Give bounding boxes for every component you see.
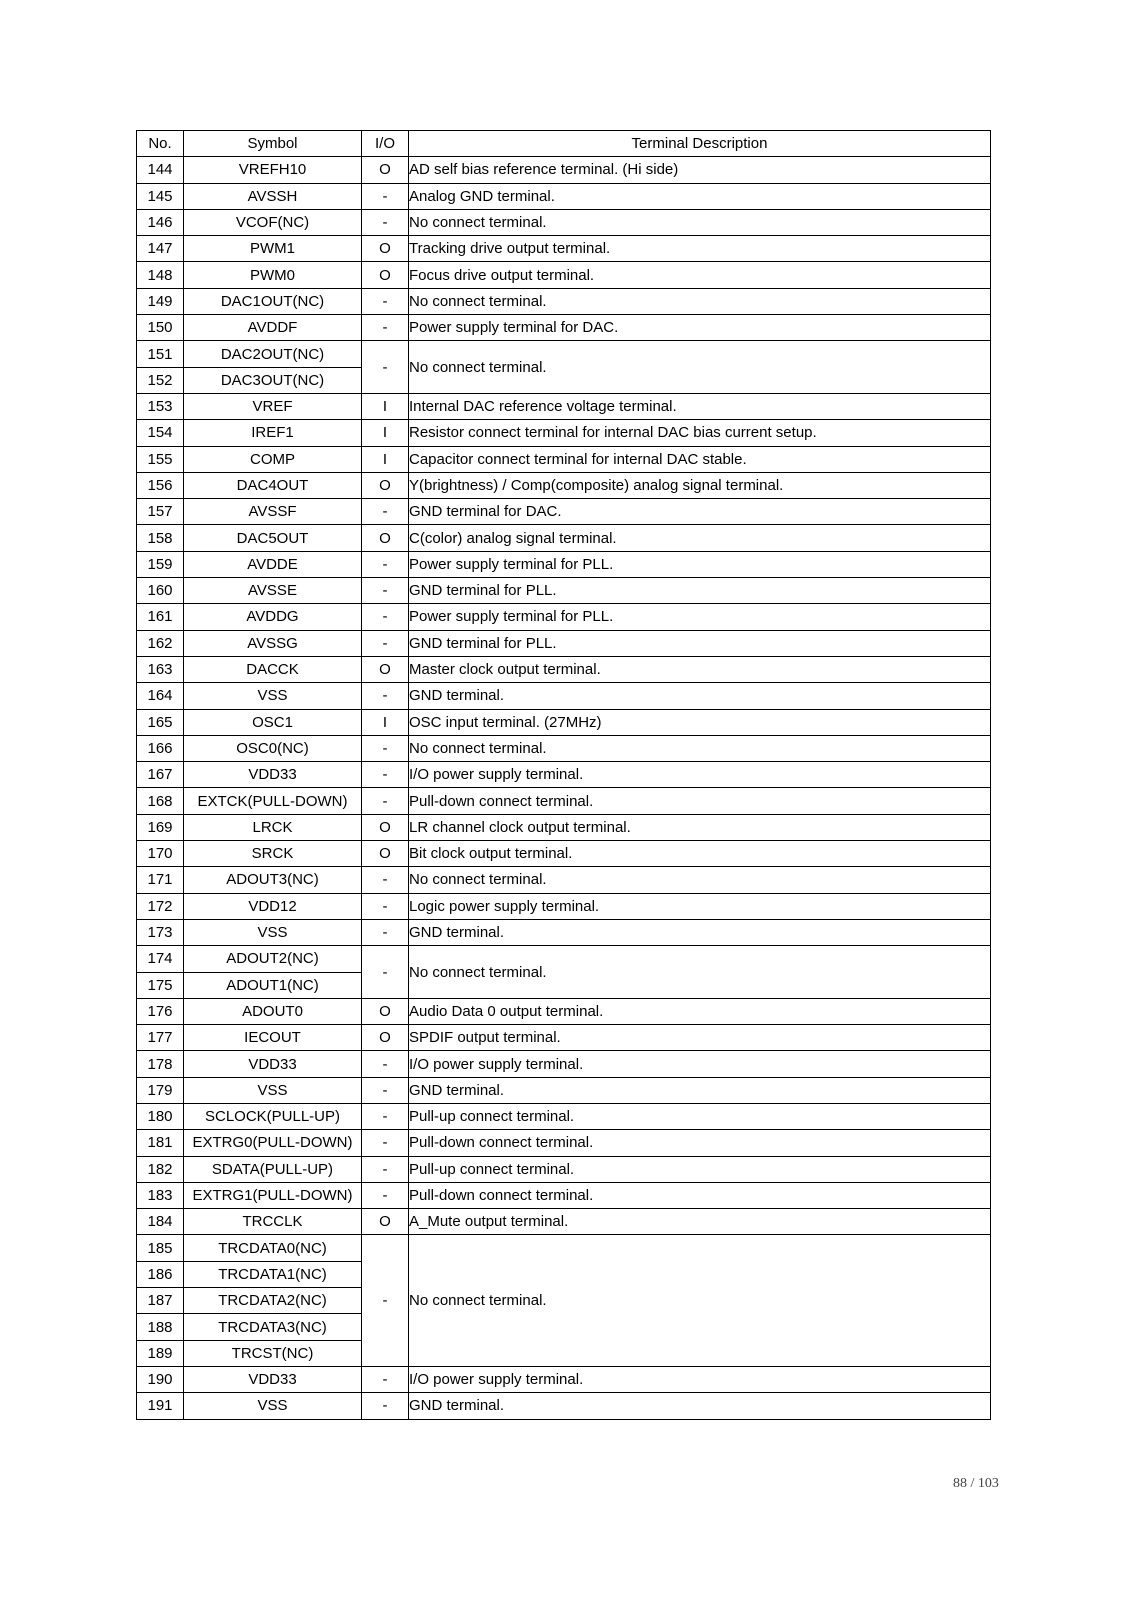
pin-description: GND terminal for PLL.	[409, 578, 991, 604]
pin-io: -	[362, 1393, 409, 1419]
pin-symbol: ADOUT3(NC)	[184, 867, 362, 893]
pin-number: 170	[137, 841, 184, 867]
pin-number: 181	[137, 1130, 184, 1156]
pin-symbol: AVDDE	[184, 551, 362, 577]
pin-number: 168	[137, 788, 184, 814]
pin-number: 164	[137, 683, 184, 709]
pin-symbol: DACCK	[184, 656, 362, 682]
pin-description: Audio Data 0 output terminal.	[409, 998, 991, 1024]
pin-io: -	[362, 735, 409, 761]
pin-symbol: EXTRG1(PULL-DOWN)	[184, 1182, 362, 1208]
pin-io: -	[362, 499, 409, 525]
table-row	[137, 209, 991, 235]
table-row	[137, 1156, 991, 1182]
pin-io: -	[362, 893, 409, 919]
pin-number: 183	[137, 1182, 184, 1208]
pin-description: No connect terminal.	[409, 341, 991, 394]
pin-io: -	[362, 551, 409, 577]
pin-description: Power supply terminal for DAC.	[409, 315, 991, 341]
pin-symbol: IECOUT	[184, 1025, 362, 1051]
table-row	[137, 735, 991, 761]
pin-symbol: TRCST(NC)	[184, 1340, 362, 1366]
pin-io: -	[362, 1182, 409, 1208]
table-row	[137, 1209, 991, 1235]
table-row	[137, 788, 991, 814]
pin-number: 157	[137, 499, 184, 525]
pin-number: 178	[137, 1051, 184, 1077]
pin-io: -	[362, 604, 409, 630]
table-row	[137, 262, 991, 288]
pin-number: 175	[137, 972, 184, 998]
pin-number: 174	[137, 946, 184, 972]
pin-description: Logic power supply terminal.	[409, 893, 991, 919]
pin-description: AD self bias reference terminal. (Hi side)	[409, 157, 991, 183]
pin-description: No connect terminal.	[409, 1235, 991, 1366]
pin-io: -	[362, 1103, 409, 1129]
table-row	[137, 1077, 991, 1103]
table-row	[137, 183, 991, 209]
pin-description: Resistor connect terminal for internal DAC bias current setup.	[409, 420, 991, 446]
pin-description: I/O power supply terminal.	[409, 1366, 991, 1392]
pin-symbol: VREFH10	[184, 157, 362, 183]
pin-description: Focus drive output terminal.	[409, 262, 991, 288]
pin-symbol: AVSSG	[184, 630, 362, 656]
pin-description: Pull-up connect terminal.	[409, 1103, 991, 1129]
table-row	[137, 630, 991, 656]
table-body	[137, 157, 991, 1419]
pin-io: O	[362, 1209, 409, 1235]
pin-io: -	[362, 1130, 409, 1156]
pin-number: 152	[137, 367, 184, 393]
pin-description: SPDIF output terminal.	[409, 1025, 991, 1051]
pin-description: LR channel clock output terminal.	[409, 814, 991, 840]
pin-symbol: EXTRG0(PULL-DOWN)	[184, 1130, 362, 1156]
table-row	[137, 472, 991, 498]
pin-number: 146	[137, 209, 184, 235]
pin-description: No connect terminal.	[409, 735, 991, 761]
pin-description: GND terminal.	[409, 1393, 991, 1419]
pin-symbol: VSS	[184, 1077, 362, 1103]
pin-description: Power supply terminal for PLL.	[409, 551, 991, 577]
pin-symbol: DAC4OUT	[184, 472, 362, 498]
pin-description: Pull-down connect terminal.	[409, 788, 991, 814]
pin-io: O	[362, 1025, 409, 1051]
pin-number: 162	[137, 630, 184, 656]
pin-number: 159	[137, 551, 184, 577]
pin-number: 163	[137, 656, 184, 682]
pin-description: Analog GND terminal.	[409, 183, 991, 209]
pin-symbol: TRCDATA0(NC)	[184, 1235, 362, 1261]
pin-io: -	[362, 867, 409, 893]
pin-symbol: IREF1	[184, 420, 362, 446]
pin-io: -	[362, 1156, 409, 1182]
pin-symbol: AVDDG	[184, 604, 362, 630]
pin-io: O	[362, 236, 409, 262]
table-row	[137, 998, 991, 1024]
table-row	[137, 551, 991, 577]
pin-number: 190	[137, 1366, 184, 1392]
pin-symbol: VDD12	[184, 893, 362, 919]
pin-number: 189	[137, 1340, 184, 1366]
table-row	[137, 157, 991, 183]
pin-number: 166	[137, 735, 184, 761]
pin-symbol: COMP	[184, 446, 362, 472]
pin-symbol: VDD33	[184, 762, 362, 788]
table-row	[137, 288, 991, 314]
pin-number: 147	[137, 236, 184, 262]
pin-description: I/O power supply terminal.	[409, 762, 991, 788]
pin-io: O	[362, 998, 409, 1024]
table-row	[137, 341, 991, 367]
pin-number: 145	[137, 183, 184, 209]
pin-symbol: TRCDATA1(NC)	[184, 1261, 362, 1287]
pin-description: GND terminal.	[409, 919, 991, 945]
table-row	[137, 709, 991, 735]
pin-symbol: VREF	[184, 393, 362, 419]
table-row	[137, 499, 991, 525]
pin-symbol: DAC3OUT(NC)	[184, 367, 362, 393]
pin-io: -	[362, 1051, 409, 1077]
table-row	[137, 867, 991, 893]
page-number: 88 / 103	[953, 1476, 999, 1491]
pin-description-table	[136, 130, 991, 1420]
pin-number: 158	[137, 525, 184, 551]
pin-description: Bit clock output terminal.	[409, 841, 991, 867]
header-row	[137, 131, 991, 157]
pin-number: 185	[137, 1235, 184, 1261]
pin-io: O	[362, 262, 409, 288]
pin-number: 148	[137, 262, 184, 288]
pin-io: -	[362, 788, 409, 814]
table-row	[137, 1182, 991, 1208]
pin-description: GND terminal.	[409, 683, 991, 709]
pin-io: I	[362, 446, 409, 472]
pin-symbol: TRCDATA3(NC)	[184, 1314, 362, 1340]
table-row	[137, 841, 991, 867]
pin-description: No connect terminal.	[409, 209, 991, 235]
pin-symbol: OSC0(NC)	[184, 735, 362, 761]
pin-io: -	[362, 762, 409, 788]
pin-io: -	[362, 1077, 409, 1103]
pin-description: A_Mute output terminal.	[409, 1209, 991, 1235]
table-row	[137, 762, 991, 788]
pin-symbol: PWM0	[184, 262, 362, 288]
header-symbol: Symbol	[184, 131, 362, 157]
pin-io: I	[362, 420, 409, 446]
pin-number: 176	[137, 998, 184, 1024]
pin-symbol: TRCCLK	[184, 1209, 362, 1235]
table-row	[137, 1366, 991, 1392]
table-row	[137, 236, 991, 262]
pin-symbol: DAC1OUT(NC)	[184, 288, 362, 314]
pin-io: -	[362, 630, 409, 656]
table-row	[137, 1235, 991, 1261]
pin-symbol: AVDDF	[184, 315, 362, 341]
pin-description: C(color) analog signal terminal.	[409, 525, 991, 551]
pin-description: Pull-down connect terminal.	[409, 1130, 991, 1156]
pin-symbol: ADOUT2(NC)	[184, 946, 362, 972]
pin-symbol: OSC1	[184, 709, 362, 735]
pin-io: -	[362, 578, 409, 604]
pin-number: 144	[137, 157, 184, 183]
pin-io: I	[362, 709, 409, 735]
pin-number: 171	[137, 867, 184, 893]
table-row	[137, 814, 991, 840]
pin-description: Master clock output terminal.	[409, 656, 991, 682]
pin-symbol: EXTCK(PULL-DOWN)	[184, 788, 362, 814]
pin-io: O	[362, 157, 409, 183]
pin-symbol: VDD33	[184, 1366, 362, 1392]
pin-number: 184	[137, 1209, 184, 1235]
table-row	[137, 1025, 991, 1051]
header-io: I/O	[362, 131, 409, 157]
table-row	[137, 604, 991, 630]
table-row	[137, 919, 991, 945]
pin-description: GND terminal for DAC.	[409, 499, 991, 525]
pin-number: 187	[137, 1288, 184, 1314]
pin-io: -	[362, 288, 409, 314]
table-row	[137, 1393, 991, 1419]
pin-symbol: PWM1	[184, 236, 362, 262]
pin-number: 167	[137, 762, 184, 788]
table-row	[137, 393, 991, 419]
pin-io: O	[362, 656, 409, 682]
pin-number: 191	[137, 1393, 184, 1419]
pin-description: No connect terminal.	[409, 946, 991, 999]
pin-description: Y(brightness) / Comp(composite) analog signal terminal.	[409, 472, 991, 498]
pin-description: No connect terminal.	[409, 288, 991, 314]
pin-description: Power supply terminal for PLL.	[409, 604, 991, 630]
pin-io: -	[362, 341, 409, 394]
pin-description: Capacitor connect terminal for internal DAC stable.	[409, 446, 991, 472]
pin-io: -	[362, 1235, 409, 1366]
pin-symbol: DAC5OUT	[184, 525, 362, 551]
pin-number: 165	[137, 709, 184, 735]
pin-description: GND terminal.	[409, 1077, 991, 1103]
pin-symbol: AVSSF	[184, 499, 362, 525]
table-row	[137, 656, 991, 682]
pin-symbol: VCOF(NC)	[184, 209, 362, 235]
table-row	[137, 1103, 991, 1129]
pin-symbol: ADOUT1(NC)	[184, 972, 362, 998]
pin-symbol: ADOUT0	[184, 998, 362, 1024]
pin-io: -	[362, 946, 409, 999]
pin-description: Internal DAC reference voltage terminal.	[409, 393, 991, 419]
pin-description: GND terminal for PLL.	[409, 630, 991, 656]
table-row	[137, 525, 991, 551]
pin-number: 156	[137, 472, 184, 498]
pin-number: 160	[137, 578, 184, 604]
pin-description: Pull-up connect terminal.	[409, 1156, 991, 1182]
pin-number: 180	[137, 1103, 184, 1129]
table-row	[137, 315, 991, 341]
pin-symbol: VSS	[184, 919, 362, 945]
pin-symbol: AVSSH	[184, 183, 362, 209]
pin-io: O	[362, 525, 409, 551]
table-row	[137, 1130, 991, 1156]
pin-number: 149	[137, 288, 184, 314]
pin-symbol: VSS	[184, 683, 362, 709]
pin-io: -	[362, 919, 409, 945]
pin-description: Tracking drive output terminal.	[409, 236, 991, 262]
pin-symbol: SRCK	[184, 841, 362, 867]
pin-description: OSC input terminal. (27MHz)	[409, 709, 991, 735]
pin-symbol: AVSSE	[184, 578, 362, 604]
header-no: No.	[137, 131, 184, 157]
pin-io: I	[362, 393, 409, 419]
table-row	[137, 420, 991, 446]
pin-io: -	[362, 183, 409, 209]
table-row	[137, 893, 991, 919]
pin-description: No connect terminal.	[409, 867, 991, 893]
pin-symbol: VSS	[184, 1393, 362, 1419]
pin-io: -	[362, 209, 409, 235]
table-row	[137, 446, 991, 472]
pin-number: 179	[137, 1077, 184, 1103]
pin-number: 151	[137, 341, 184, 367]
header-description: Terminal Description	[409, 131, 991, 157]
pin-number: 153	[137, 393, 184, 419]
pin-io: -	[362, 683, 409, 709]
pin-symbol: SCLOCK(PULL-UP)	[184, 1103, 362, 1129]
pin-io: O	[362, 472, 409, 498]
pin-number: 155	[137, 446, 184, 472]
pin-io: -	[362, 315, 409, 341]
pin-number: 161	[137, 604, 184, 630]
pin-number: 154	[137, 420, 184, 446]
pin-number: 150	[137, 315, 184, 341]
table-row	[137, 578, 991, 604]
pin-symbol: TRCDATA2(NC)	[184, 1288, 362, 1314]
pin-symbol: VDD33	[184, 1051, 362, 1077]
pin-number: 188	[137, 1314, 184, 1340]
pin-symbol: SDATA(PULL-UP)	[184, 1156, 362, 1182]
table-row	[137, 946, 991, 972]
pin-io: -	[362, 1366, 409, 1392]
pin-io: O	[362, 814, 409, 840]
pin-description: I/O power supply terminal.	[409, 1051, 991, 1077]
pin-number: 186	[137, 1261, 184, 1287]
pin-number: 182	[137, 1156, 184, 1182]
table-row	[137, 683, 991, 709]
pin-number: 177	[137, 1025, 184, 1051]
pin-symbol: LRCK	[184, 814, 362, 840]
pin-number: 172	[137, 893, 184, 919]
table-row	[137, 1051, 991, 1077]
pin-symbol: DAC2OUT(NC)	[184, 341, 362, 367]
pin-number: 169	[137, 814, 184, 840]
pin-number: 173	[137, 919, 184, 945]
pin-description: Pull-down connect terminal.	[409, 1182, 991, 1208]
pin-io: O	[362, 841, 409, 867]
